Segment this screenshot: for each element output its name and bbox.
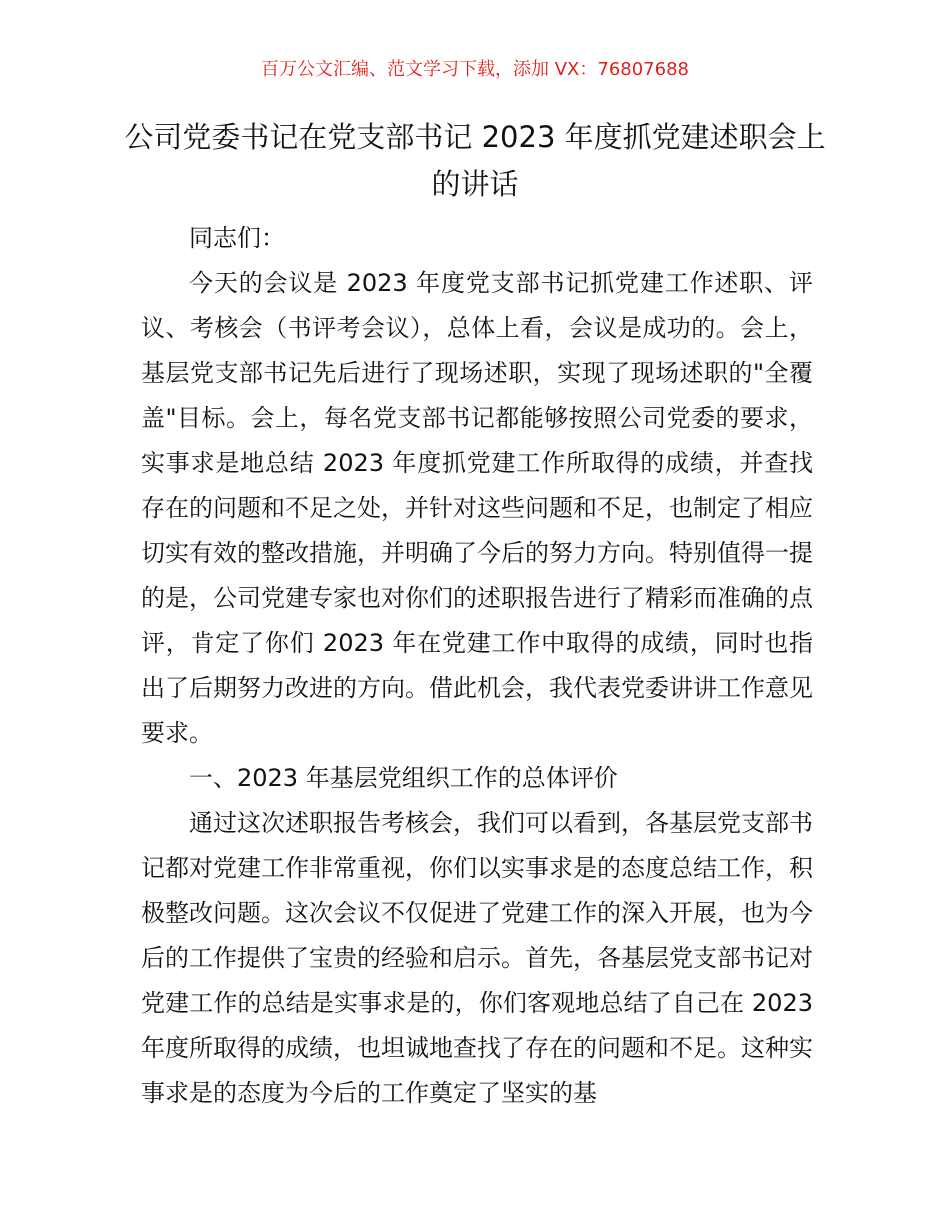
intro-paragraph: 今天的会议是 2023 年度党支部书记抓党建工作述职、评议、考核会（书评考会议），总体上看，会议是成功的。会上，基层党支部书记先后进行了现场述职，实现了现场述职的"全覆盖"目标。会上，每名党支部书记都能够按照公司党委的要求，实事求是地总结 2023 年度抓党建工作所取得的成绩，并查找存在的问题和不足之处，并针对这些问题和不足，也制定了相应切实有效的整改措施，并明确了今后的努力方向。特别值得一提的是，公司党建专家也对你们的述职报告进行了精彩而准确的点评，肯定了你们 2023 年在党建工作中取得的成绩，同时也指出了后期努力改进的方向。借此机会，我代表党委讲讲工作意见要求。 xyxy=(141,269,813,747)
document-title: 公司党委书记在党支部书记 2023 年度抓党建述职会上的讲话 xyxy=(124,120,826,201)
promo-header: 百万公文汇编、范文学习下载，添加 VX：76807688 xyxy=(261,59,689,80)
document-body xyxy=(141,216,813,1116)
salutation-paragraph: 同志们： xyxy=(189,224,285,252)
section-heading: 一、2023 年基层党组织工作的总体评价 xyxy=(189,764,618,792)
evaluation-paragraph: 通过这次述职报告考核会，我们可以看到，各基层党支部书记都对党建工作非常重视，你们以实事求是的态度总结工作，积极整改问题。这次会议不仅促进了党建工作的深入开展，也为今后的工作提供了宝贵的经验和启示。首先，各基层党支部书记对党建工作的总结是实事求是的，你们客观地总结了自己在 2023 年度所取得的成绩，也坦诚地查找了存在的问题和不足。这种实事求是的态度为今后的工作奠定了坚实的基 xyxy=(141,809,813,1107)
